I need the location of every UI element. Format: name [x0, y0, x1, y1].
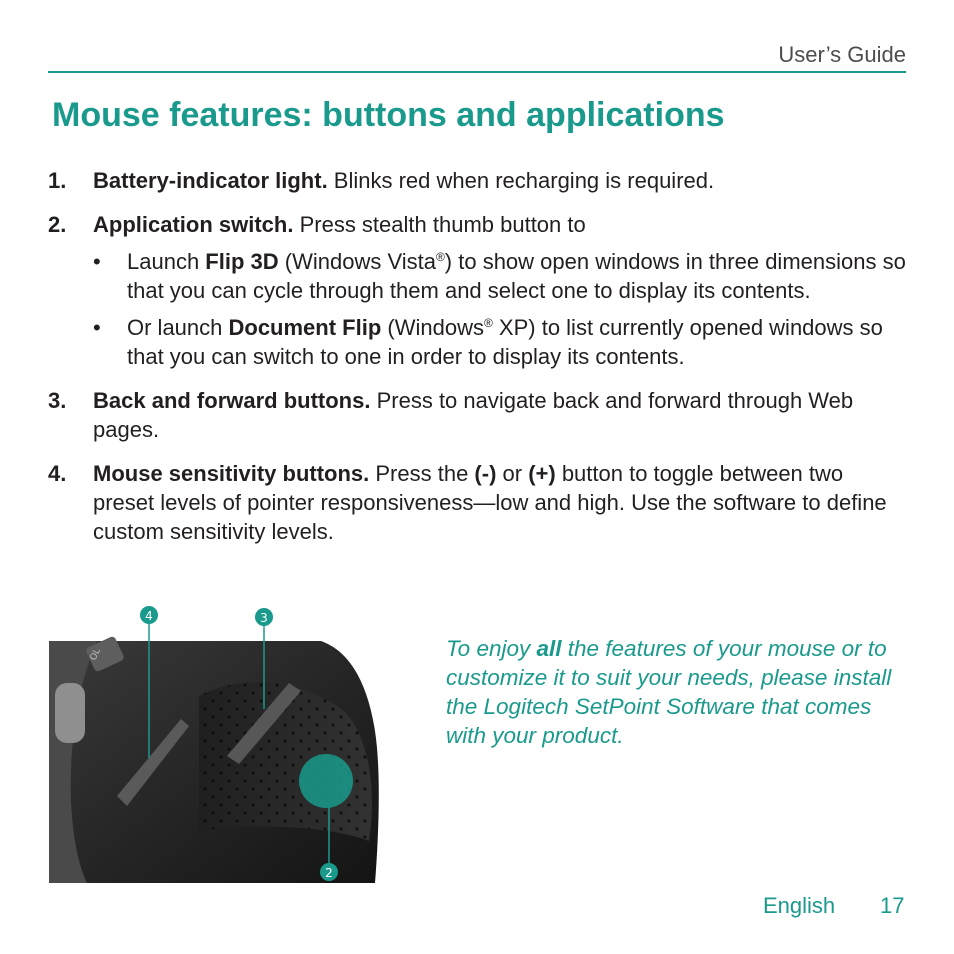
- plus-symbol: (+): [528, 461, 556, 486]
- sub-text: XP) to list currently opened windows so that you can switch to one in order to display its contents.: [127, 315, 883, 369]
- sub-bold: Document Flip: [228, 315, 382, 340]
- sub-text: ) to show open windows in three dimensions so that you can cycle through them and select one to display its contents.: [127, 249, 906, 303]
- callout-4-label: 4: [145, 609, 153, 623]
- registered-mark: ®: [435, 250, 445, 264]
- sub-item: [93, 313, 908, 371]
- callout-bold: all: [536, 636, 562, 661]
- list-item: [48, 166, 908, 195]
- item-text: or: [496, 461, 529, 486]
- sub-text: Launch: [127, 249, 206, 274]
- header-title: User’s Guide: [778, 42, 906, 67]
- item-label: Back and forward buttons.: [93, 388, 371, 413]
- item-label: Battery-indicator light.: [93, 168, 328, 193]
- item-text: Press to navigate back and forward through Web pages.: [93, 388, 854, 442]
- list-item: [48, 459, 908, 546]
- item-label: Mouse sensitivity buttons.: [93, 461, 370, 486]
- minus-symbol: (-): [474, 461, 497, 486]
- item-number: 1.: [48, 168, 67, 193]
- callout-2-label: 2: [325, 866, 333, 880]
- item-label: Application switch.: [93, 212, 294, 237]
- item-number: 2.: [48, 212, 67, 237]
- item-text: Press the: [369, 461, 475, 486]
- footer-language: English: [763, 893, 836, 918]
- sub-text: (Windows Vista: [278, 249, 436, 274]
- bullet: •: [93, 315, 101, 340]
- item-text: Press stealth thumb button to: [293, 212, 586, 237]
- page-number: 17: [880, 893, 905, 918]
- mouse-label: OL: [88, 647, 103, 663]
- registered-mark: ®: [483, 316, 493, 330]
- software-callout: [446, 634, 916, 750]
- header-rule: [48, 71, 906, 73]
- item-text: button to toggle between two preset levels of pointer responsiveness—low and high. Use the software to define custom sensitivity levels.: [93, 461, 887, 544]
- page-title: Mouse features: buttons and applications: [52, 96, 725, 134]
- bullet: •: [93, 249, 101, 274]
- scroll-wheel: [55, 683, 85, 743]
- item-number: 4.: [48, 461, 67, 486]
- mouse-figure: [49, 601, 409, 883]
- item-number: 3.: [48, 388, 67, 413]
- sub-text: Or launch: [127, 315, 229, 340]
- sub-item: [93, 247, 908, 305]
- feature-list: [48, 166, 908, 546]
- callout-3-label: 3: [260, 611, 268, 625]
- list-item: [48, 386, 908, 444]
- list-item: [48, 210, 908, 371]
- sub-bold: Flip 3D: [205, 249, 279, 274]
- callout-text: the features of your mouse or to customize it to suit your needs, please install the Logitech SetPoint Software that comes with your product.: [446, 636, 892, 748]
- thumb-button-highlight: [299, 754, 353, 808]
- callout-text: To enjoy: [446, 636, 537, 661]
- sub-text: (Windows: [381, 315, 484, 340]
- item-text: Blinks red when recharging is required.: [327, 168, 715, 193]
